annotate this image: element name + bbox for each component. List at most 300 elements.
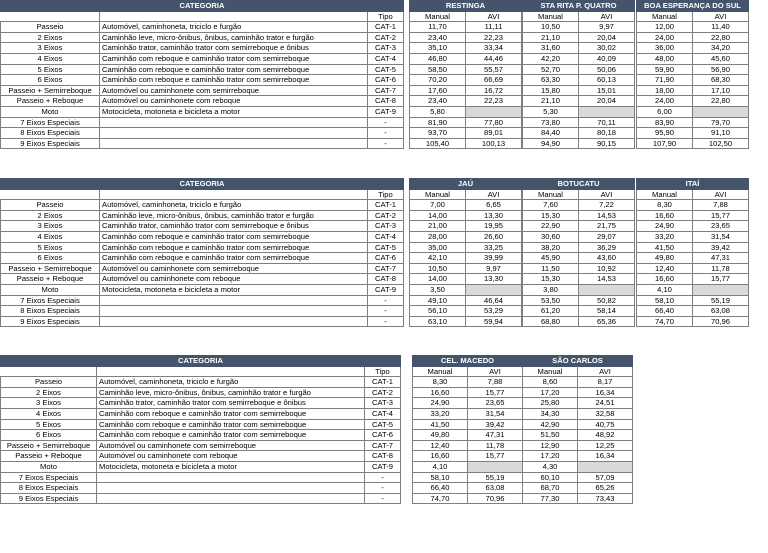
manual-value: 68,80: [523, 316, 579, 327]
avi-value: 58,14: [579, 306, 635, 317]
table-row: [523, 64, 635, 75]
avi-value: 13,30: [466, 210, 522, 221]
avi-value: 39,42: [468, 419, 523, 430]
table-row: [637, 128, 749, 139]
manual-value: 16,60: [637, 274, 693, 285]
avi-value: 102,50: [693, 138, 749, 149]
manual-value: 18,00: [637, 85, 693, 96]
manual-value: 59,90: [637, 64, 693, 75]
table-row: [637, 210, 749, 221]
manual-value: 53,50: [523, 295, 579, 306]
table-row: [523, 253, 635, 264]
table-row: [523, 461, 633, 472]
table-row: [410, 316, 522, 327]
category-name: 4 Eixos: [1, 53, 100, 64]
category-name: 4 Eixos: [1, 408, 97, 419]
manual-value: 70,20: [410, 75, 466, 86]
manual-value: 16,60: [637, 210, 693, 221]
avi-value: 44,46: [466, 53, 522, 64]
manual-value: 33,20: [637, 231, 693, 242]
table-row: [1, 284, 404, 295]
table-row: [1, 398, 401, 409]
table-row: [413, 472, 523, 483]
table-row: [1, 387, 401, 398]
category-tipo: CAT-9: [365, 461, 401, 472]
category-tipo: CAT-8: [368, 274, 404, 285]
avi-value: 100,13: [466, 138, 522, 149]
table-row: [523, 96, 635, 107]
table-row: [1, 430, 401, 441]
table-row: [413, 451, 523, 462]
manual-value: 51,50: [523, 430, 578, 441]
manual-header: Manual: [410, 189, 466, 200]
manual-value: 16,60: [413, 387, 468, 398]
manual-value: 95,90: [637, 128, 693, 139]
category-description: Caminhão com reboque e caminhão trator com semirreboque: [97, 408, 365, 419]
avi-value: [466, 106, 522, 117]
table-row: [523, 43, 635, 54]
manual-value: 71,90: [637, 75, 693, 86]
avi-value: 33,34: [466, 43, 522, 54]
manual-value: 31,60: [523, 43, 579, 54]
avi-value: [579, 106, 635, 117]
category-name: 8 Eixos Especiais: [1, 483, 97, 494]
manual-value: 5,30: [523, 106, 579, 117]
plaza-table: [522, 355, 633, 504]
manual-header: Manual: [523, 189, 579, 200]
manual-value: 11,70: [410, 22, 466, 33]
manual-value: 14,00: [410, 210, 466, 221]
manual-value: 74,70: [413, 493, 468, 504]
category-description: Caminhão com reboque e caminhão trator com semirreboque: [100, 64, 368, 75]
manual-value: 45,90: [523, 253, 579, 264]
table-row: [1, 451, 401, 462]
category-description: Automóvel ou caminhonete com reboque: [100, 274, 368, 285]
table-row: [413, 398, 523, 409]
plaza-name: CEL. MACEDO: [413, 356, 523, 367]
table-row: [637, 263, 749, 274]
table-row: [523, 210, 635, 221]
plaza-name: BOTUCATU: [523, 179, 635, 190]
avi-value: 63,08: [468, 483, 523, 494]
table-row: [1, 274, 404, 285]
table-row: [1, 483, 401, 494]
avi-value: [579, 284, 635, 295]
table-row: [637, 284, 749, 295]
category-description: [100, 306, 368, 317]
avi-value: 6,65: [466, 200, 522, 211]
table-row: [523, 138, 635, 149]
category-tipo: -: [365, 472, 401, 483]
avi-value: 79,70: [693, 117, 749, 128]
table-row: [410, 284, 522, 295]
category-tipo: CAT-7: [368, 263, 404, 274]
avi-value: 39,42: [693, 242, 749, 253]
category-tipo: CAT-1: [368, 22, 404, 33]
table-row: [413, 419, 523, 430]
avi-value: 46,64: [466, 295, 522, 306]
avi-value: 10,92: [579, 263, 635, 274]
manual-value: 77,30: [523, 493, 578, 504]
category-description: Caminhão leve, micro-ônibus, ônibus, caminhão trator e furgão: [100, 210, 368, 221]
manual-value: 12,40: [413, 440, 468, 451]
avi-value: 20,04: [579, 96, 635, 107]
category-tipo: CAT-8: [368, 96, 404, 107]
category-tipo: CAT-5: [368, 64, 404, 75]
category-description: [100, 117, 368, 128]
manual-value: 34,30: [523, 408, 578, 419]
plaza-table: [409, 0, 522, 149]
avi-value: 11,78: [693, 263, 749, 274]
manual-value: 3,50: [410, 284, 466, 295]
table-row: [1, 231, 404, 242]
table-row: [410, 221, 522, 232]
manual-header: Manual: [637, 11, 693, 22]
table-row: [523, 242, 635, 253]
manual-value: 28,00: [410, 231, 466, 242]
plaza-name: STA RITA P. QUATRO: [523, 1, 635, 12]
table-row: [523, 472, 633, 483]
category-table: [0, 355, 401, 504]
category-name: 5 Eixos: [1, 419, 97, 430]
avi-value: [468, 461, 523, 472]
manual-value: 17,60: [410, 85, 466, 96]
manual-value: 94,90: [523, 138, 579, 149]
avi-value: 29,07: [579, 231, 635, 242]
category-tipo: CAT-4: [365, 408, 401, 419]
avi-value: 91,10: [693, 128, 749, 139]
table-row: [410, 64, 522, 75]
avi-value: 9,97: [579, 22, 635, 33]
avi-value: 77,80: [466, 117, 522, 128]
avi-value: 39,99: [466, 253, 522, 264]
avi-value: 56,90: [693, 64, 749, 75]
category-description: Automóvel, caminhoneta, triciclo e furgão: [100, 200, 368, 211]
avi-value: 53,29: [466, 306, 522, 317]
category-tipo: CAT-9: [368, 106, 404, 117]
table-row: [410, 138, 522, 149]
category-description: Motocicleta, motoneta e bicicleta a motor: [97, 461, 365, 472]
manual-value: 38,20: [523, 242, 579, 253]
category-tipo: -: [368, 316, 404, 327]
category-description: Automóvel ou caminhonete com reboque: [100, 96, 368, 107]
category-name: 2 Eixos: [1, 210, 100, 221]
avi-value: 70,11: [579, 117, 635, 128]
category-description: Caminhão trator, caminhão trator com semirreboque e ônibus: [100, 43, 368, 54]
category-description: Caminhão com reboque e caminhão trator com semirreboque: [100, 231, 368, 242]
table-row: [1, 32, 404, 43]
avi-value: 14,53: [579, 210, 635, 221]
category-tipo: CAT-3: [365, 398, 401, 409]
avi-header: AVI: [579, 11, 635, 22]
avi-header: AVI: [466, 11, 522, 22]
plaza-name: BOA ESPERANÇA DO SUL: [637, 1, 749, 12]
table-row: [410, 306, 522, 317]
category-tipo: CAT-1: [365, 377, 401, 388]
category-description: Caminhão leve, micro-ônibus, ônibus, caminhão trator e furgão: [100, 32, 368, 43]
category-name: 6 Eixos: [1, 75, 100, 86]
manual-value: 49,10: [410, 295, 466, 306]
table-row: [637, 85, 749, 96]
category-description: [100, 295, 368, 306]
manual-value: 61,20: [523, 306, 579, 317]
category-name: 6 Eixos: [1, 253, 100, 264]
table-row: [637, 22, 749, 33]
manual-value: 49,80: [413, 430, 468, 441]
manual-value: 36,00: [637, 43, 693, 54]
table-row: [523, 117, 635, 128]
manual-value: 42,90: [523, 419, 578, 430]
avi-value: 15,01: [579, 85, 635, 96]
table-row: [1, 75, 404, 86]
manual-value: 24,90: [413, 398, 468, 409]
plaza-table: [636, 0, 749, 149]
avi-value: 50,82: [579, 295, 635, 306]
avi-value: [578, 461, 633, 472]
avi-value: 22,80: [693, 96, 749, 107]
category-description: [100, 316, 368, 327]
manual-header: Manual: [413, 366, 468, 377]
manual-value: 60,10: [523, 472, 578, 483]
category-tipo: CAT-6: [368, 75, 404, 86]
table-row: [1, 117, 404, 128]
manual-value: 33,20: [413, 408, 468, 419]
category-name: Moto: [1, 106, 100, 117]
manual-value: 42,20: [523, 53, 579, 64]
category-name: Moto: [1, 461, 97, 472]
category-description: [97, 483, 365, 494]
table-row: [1, 419, 401, 430]
avi-value: 68,30: [693, 75, 749, 86]
category-name: 7 Eixos Especiais: [1, 117, 100, 128]
table-row: [410, 263, 522, 274]
manual-value: 21,10: [523, 96, 579, 107]
tipo-header: Tipo: [368, 11, 404, 22]
category-name: Passeio: [1, 200, 100, 211]
manual-header: Manual: [523, 11, 579, 22]
category-name: 5 Eixos: [1, 242, 100, 253]
table-row: [1, 461, 401, 472]
table-row: [523, 295, 635, 306]
category-description: Motocicleta, motoneta e bicicleta a motor: [100, 106, 368, 117]
category-description: [100, 128, 368, 139]
table-row: [637, 242, 749, 253]
manual-value: 24,00: [637, 96, 693, 107]
avi-value: 73,43: [578, 493, 633, 504]
category-description: Automóvel ou caminhonete com semirreboque: [100, 85, 368, 96]
table-row: [637, 295, 749, 306]
avi-value: 48,92: [578, 430, 633, 441]
avi-header: AVI: [693, 189, 749, 200]
table-row: [410, 22, 522, 33]
avi-value: 70,96: [693, 316, 749, 327]
avi-value: 40,09: [579, 53, 635, 64]
table-row: [413, 408, 523, 419]
category-tipo: -: [368, 128, 404, 139]
manual-value: 8,30: [637, 200, 693, 211]
manual-value: 23,40: [410, 96, 466, 107]
category-tipo: CAT-2: [365, 387, 401, 398]
category-description: [97, 472, 365, 483]
plaza-table: [636, 178, 749, 327]
manual-value: 21,00: [410, 221, 466, 232]
plaza-name: SÃO CARLOS: [523, 356, 633, 367]
table-row: [523, 419, 633, 430]
avi-value: 17,10: [693, 85, 749, 96]
table-row: [523, 306, 635, 317]
manual-value: 24,00: [637, 32, 693, 43]
manual-value: 5,80: [410, 106, 466, 117]
avi-value: 11,40: [693, 22, 749, 33]
manual-value: 66,40: [637, 306, 693, 317]
category-tipo: -: [365, 493, 401, 504]
avi-value: 66,69: [466, 75, 522, 86]
avi-value: 16,34: [578, 451, 633, 462]
category-name: Moto: [1, 284, 100, 295]
table-row: [523, 440, 633, 451]
table-row: [410, 106, 522, 117]
avi-value: 14,53: [579, 274, 635, 285]
table-row: [410, 210, 522, 221]
table-row: [523, 316, 635, 327]
manual-value: 12,00: [637, 22, 693, 33]
category-description: Automóvel, caminhoneta, triciclo e furgão: [97, 377, 365, 388]
table-row: [637, 306, 749, 317]
category-name: 9 Eixos Especiais: [1, 493, 97, 504]
manual-value: 11,50: [523, 263, 579, 274]
table-row: [1, 408, 401, 419]
table-row: [1, 316, 404, 327]
manual-value: 12,40: [637, 263, 693, 274]
manual-value: 15,80: [523, 85, 579, 96]
plaza-table: [522, 0, 635, 149]
manual-header: Manual: [523, 366, 578, 377]
avi-value: 9,97: [466, 263, 522, 274]
plaza-name: RESTINGA: [410, 1, 522, 12]
table-row: [1, 210, 404, 221]
table-row: [410, 96, 522, 107]
table-row: [1, 43, 404, 54]
category-tipo: -: [368, 295, 404, 306]
manual-value: 93,70: [410, 128, 466, 139]
avi-value: [693, 106, 749, 117]
manual-value: 4,30: [523, 461, 578, 472]
category-name: 3 Eixos: [1, 398, 97, 409]
table-row: [523, 274, 635, 285]
manual-value: 25,80: [523, 398, 578, 409]
plaza-table: [409, 178, 522, 327]
avi-value: 80,18: [579, 128, 635, 139]
manual-value: 8,30: [413, 377, 468, 388]
manual-value: 66,40: [413, 483, 468, 494]
avi-value: 22,80: [693, 32, 749, 43]
category-description: Motocicleta, motoneta e bicicleta a motor: [100, 284, 368, 295]
avi-value: 31,54: [468, 408, 523, 419]
table-row: [523, 106, 635, 117]
table-row: [1, 106, 404, 117]
category-tipo: CAT-2: [368, 32, 404, 43]
avi-header: AVI: [579, 189, 635, 200]
avi-value: 23,65: [693, 221, 749, 232]
avi-value: 32,58: [578, 408, 633, 419]
avi-value: 22,23: [466, 96, 522, 107]
avi-header: AVI: [466, 189, 522, 200]
manual-value: 15,30: [523, 274, 579, 285]
category-name: 7 Eixos Especiais: [1, 472, 97, 483]
category-name: 3 Eixos: [1, 221, 100, 232]
category-name: Passeio + Semirreboque: [1, 440, 97, 451]
manual-value: 56,10: [410, 306, 466, 317]
table-row: [1, 53, 404, 64]
table-row: [1, 263, 404, 274]
category-tipo: -: [368, 138, 404, 149]
table-row: [410, 200, 522, 211]
avi-value: 15,77: [468, 387, 523, 398]
manual-header: Manual: [410, 11, 466, 22]
category-description: Automóvel ou caminhonete com semirreboque: [100, 263, 368, 274]
avi-value: 12,25: [578, 440, 633, 451]
plaza-name: JAÚ: [410, 179, 522, 190]
manual-value: 81,90: [410, 117, 466, 128]
avi-value: 8,17: [578, 377, 633, 388]
table-row: [1, 221, 404, 232]
category-description: Caminhão com reboque e caminhão trator com semirreboque: [100, 53, 368, 64]
table-row: [523, 128, 635, 139]
manual-value: 17,20: [523, 387, 578, 398]
category-header: CATEGORIA: [1, 1, 404, 12]
avi-value: 7,88: [693, 200, 749, 211]
category-tipo: CAT-4: [368, 231, 404, 242]
manual-value: 48,00: [637, 53, 693, 64]
table-row: [523, 398, 633, 409]
table-row: [523, 263, 635, 274]
table-row: [523, 430, 633, 441]
manual-value: 41,50: [637, 242, 693, 253]
category-tipo: -: [368, 306, 404, 317]
manual-value: 24,90: [637, 221, 693, 232]
avi-value: 21,75: [579, 221, 635, 232]
table-row: [523, 22, 635, 33]
category-name: Passeio + Reboque: [1, 96, 100, 107]
category-tipo: CAT-1: [368, 200, 404, 211]
category-description: Automóvel ou caminhonete com semirreboque: [97, 440, 365, 451]
avi-value: 43,60: [579, 253, 635, 264]
table-row: [637, 274, 749, 285]
avi-value: 45,60: [693, 53, 749, 64]
category-tipo: CAT-7: [368, 85, 404, 96]
table-row: [1, 377, 401, 388]
tipo-header: Tipo: [368, 189, 404, 200]
table-row: [523, 451, 633, 462]
table-row: [637, 138, 749, 149]
manual-value: 22,90: [523, 221, 579, 232]
manual-value: 35,00: [410, 242, 466, 253]
category-name: Passeio: [1, 377, 97, 388]
category-tipo: CAT-2: [368, 210, 404, 221]
manual-value: 83,90: [637, 117, 693, 128]
category-name: 9 Eixos Especiais: [1, 316, 100, 327]
category-description: Caminhão com reboque e caminhão trator com semirreboque: [100, 242, 368, 253]
table-row: [1, 200, 404, 211]
manual-value: 7,00: [410, 200, 466, 211]
manual-value: 35,10: [410, 43, 466, 54]
avi-value: 59,94: [466, 316, 522, 327]
plaza-table: [412, 355, 523, 504]
table-row: [637, 75, 749, 86]
manual-value: 4,10: [637, 284, 693, 295]
table-row: [523, 493, 633, 504]
table-row: [637, 221, 749, 232]
